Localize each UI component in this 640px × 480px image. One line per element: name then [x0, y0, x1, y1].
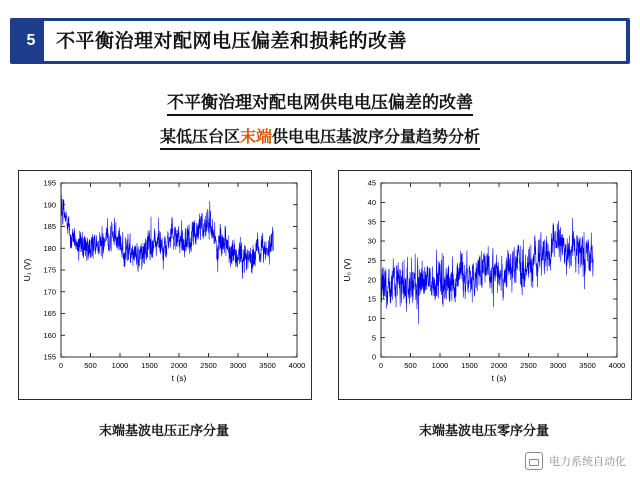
svg-text:30: 30 [367, 236, 376, 246]
subtitle-primary [0, 88, 640, 113]
svg-text:0: 0 [371, 352, 376, 362]
svg-text:15: 15 [367, 294, 376, 304]
svg-text:2500: 2500 [520, 361, 537, 370]
svg-text:155: 155 [43, 352, 56, 362]
svg-text:165: 165 [43, 309, 56, 319]
subtitle-secondary-part1: 某低压台区 [159, 129, 240, 146]
svg-text:190: 190 [43, 200, 56, 210]
svg-text:3500: 3500 [579, 361, 596, 370]
svg-text:U₀ (V): U₀ (V) [342, 258, 352, 282]
svg-text:160: 160 [43, 330, 56, 340]
subtitle-secondary-highlight: 末端 [239, 129, 272, 146]
svg-text:3000: 3000 [229, 361, 247, 370]
footer-text: 电力系统自动化 [549, 456, 626, 468]
svg-text:3500: 3500 [259, 361, 276, 370]
svg-text:t (s): t (s) [491, 373, 507, 383]
subtitle-secondary [0, 124, 640, 147]
chart-right-caption: 末端基波电压零序分量 [418, 423, 549, 438]
page-title: 不平衡治理对配网电压偏差和损耗的改善 [56, 31, 408, 52]
svg-text:25: 25 [367, 256, 376, 266]
slide-number-badge: 5 [26, 32, 36, 49]
svg-text:2500: 2500 [200, 361, 217, 370]
svg-text:500: 500 [404, 361, 417, 370]
svg-text:20: 20 [367, 275, 376, 285]
chart-right-zero-sequence [338, 170, 632, 400]
svg-text:40: 40 [367, 198, 376, 208]
svg-text:2000: 2000 [170, 361, 188, 370]
subtitle-secondary-wrap [160, 129, 480, 150]
svg-text:U₁ (V): U₁ (V) [22, 258, 32, 282]
svg-text:185: 185 [43, 222, 56, 232]
chart-left-caption: 末端基波电压正序分量 [98, 423, 229, 438]
svg-text:45: 45 [367, 178, 376, 188]
svg-text:t (s): t (s) [171, 373, 187, 383]
svg-text:10: 10 [367, 314, 376, 324]
svg-text:1500: 1500 [461, 361, 478, 370]
svg-text:4000: 4000 [608, 361, 626, 370]
svg-text:1000: 1000 [431, 361, 449, 370]
chart-left-positive-sequence [18, 170, 312, 400]
svg-text:2000: 2000 [490, 361, 508, 370]
footer-watermark [525, 452, 626, 470]
svg-text:3000: 3000 [549, 361, 567, 370]
svg-text:180: 180 [43, 243, 56, 253]
chart-left-svg [19, 171, 309, 397]
svg-text:0: 0 [378, 361, 384, 370]
svg-text:175: 175 [43, 265, 56, 275]
svg-text:195: 195 [43, 178, 56, 188]
svg-text:1500: 1500 [141, 361, 158, 370]
svg-text:35: 35 [367, 217, 376, 227]
subtitle-secondary-part2: 供电电压基波序分量趋势分析 [272, 129, 481, 146]
svg-text:1000: 1000 [111, 361, 129, 370]
svg-text:5: 5 [371, 333, 376, 343]
subtitle-primary-text: 不平衡治理对配电网供电电压偏差的改善 [167, 93, 473, 116]
svg-text:500: 500 [84, 361, 97, 370]
svg-text:4000: 4000 [288, 361, 306, 370]
svg-text:170: 170 [43, 287, 56, 297]
wechat-logo-icon [525, 452, 543, 470]
slide-header [0, 18, 640, 66]
svg-text:0: 0 [58, 361, 64, 370]
chart-right-svg [339, 171, 629, 397]
